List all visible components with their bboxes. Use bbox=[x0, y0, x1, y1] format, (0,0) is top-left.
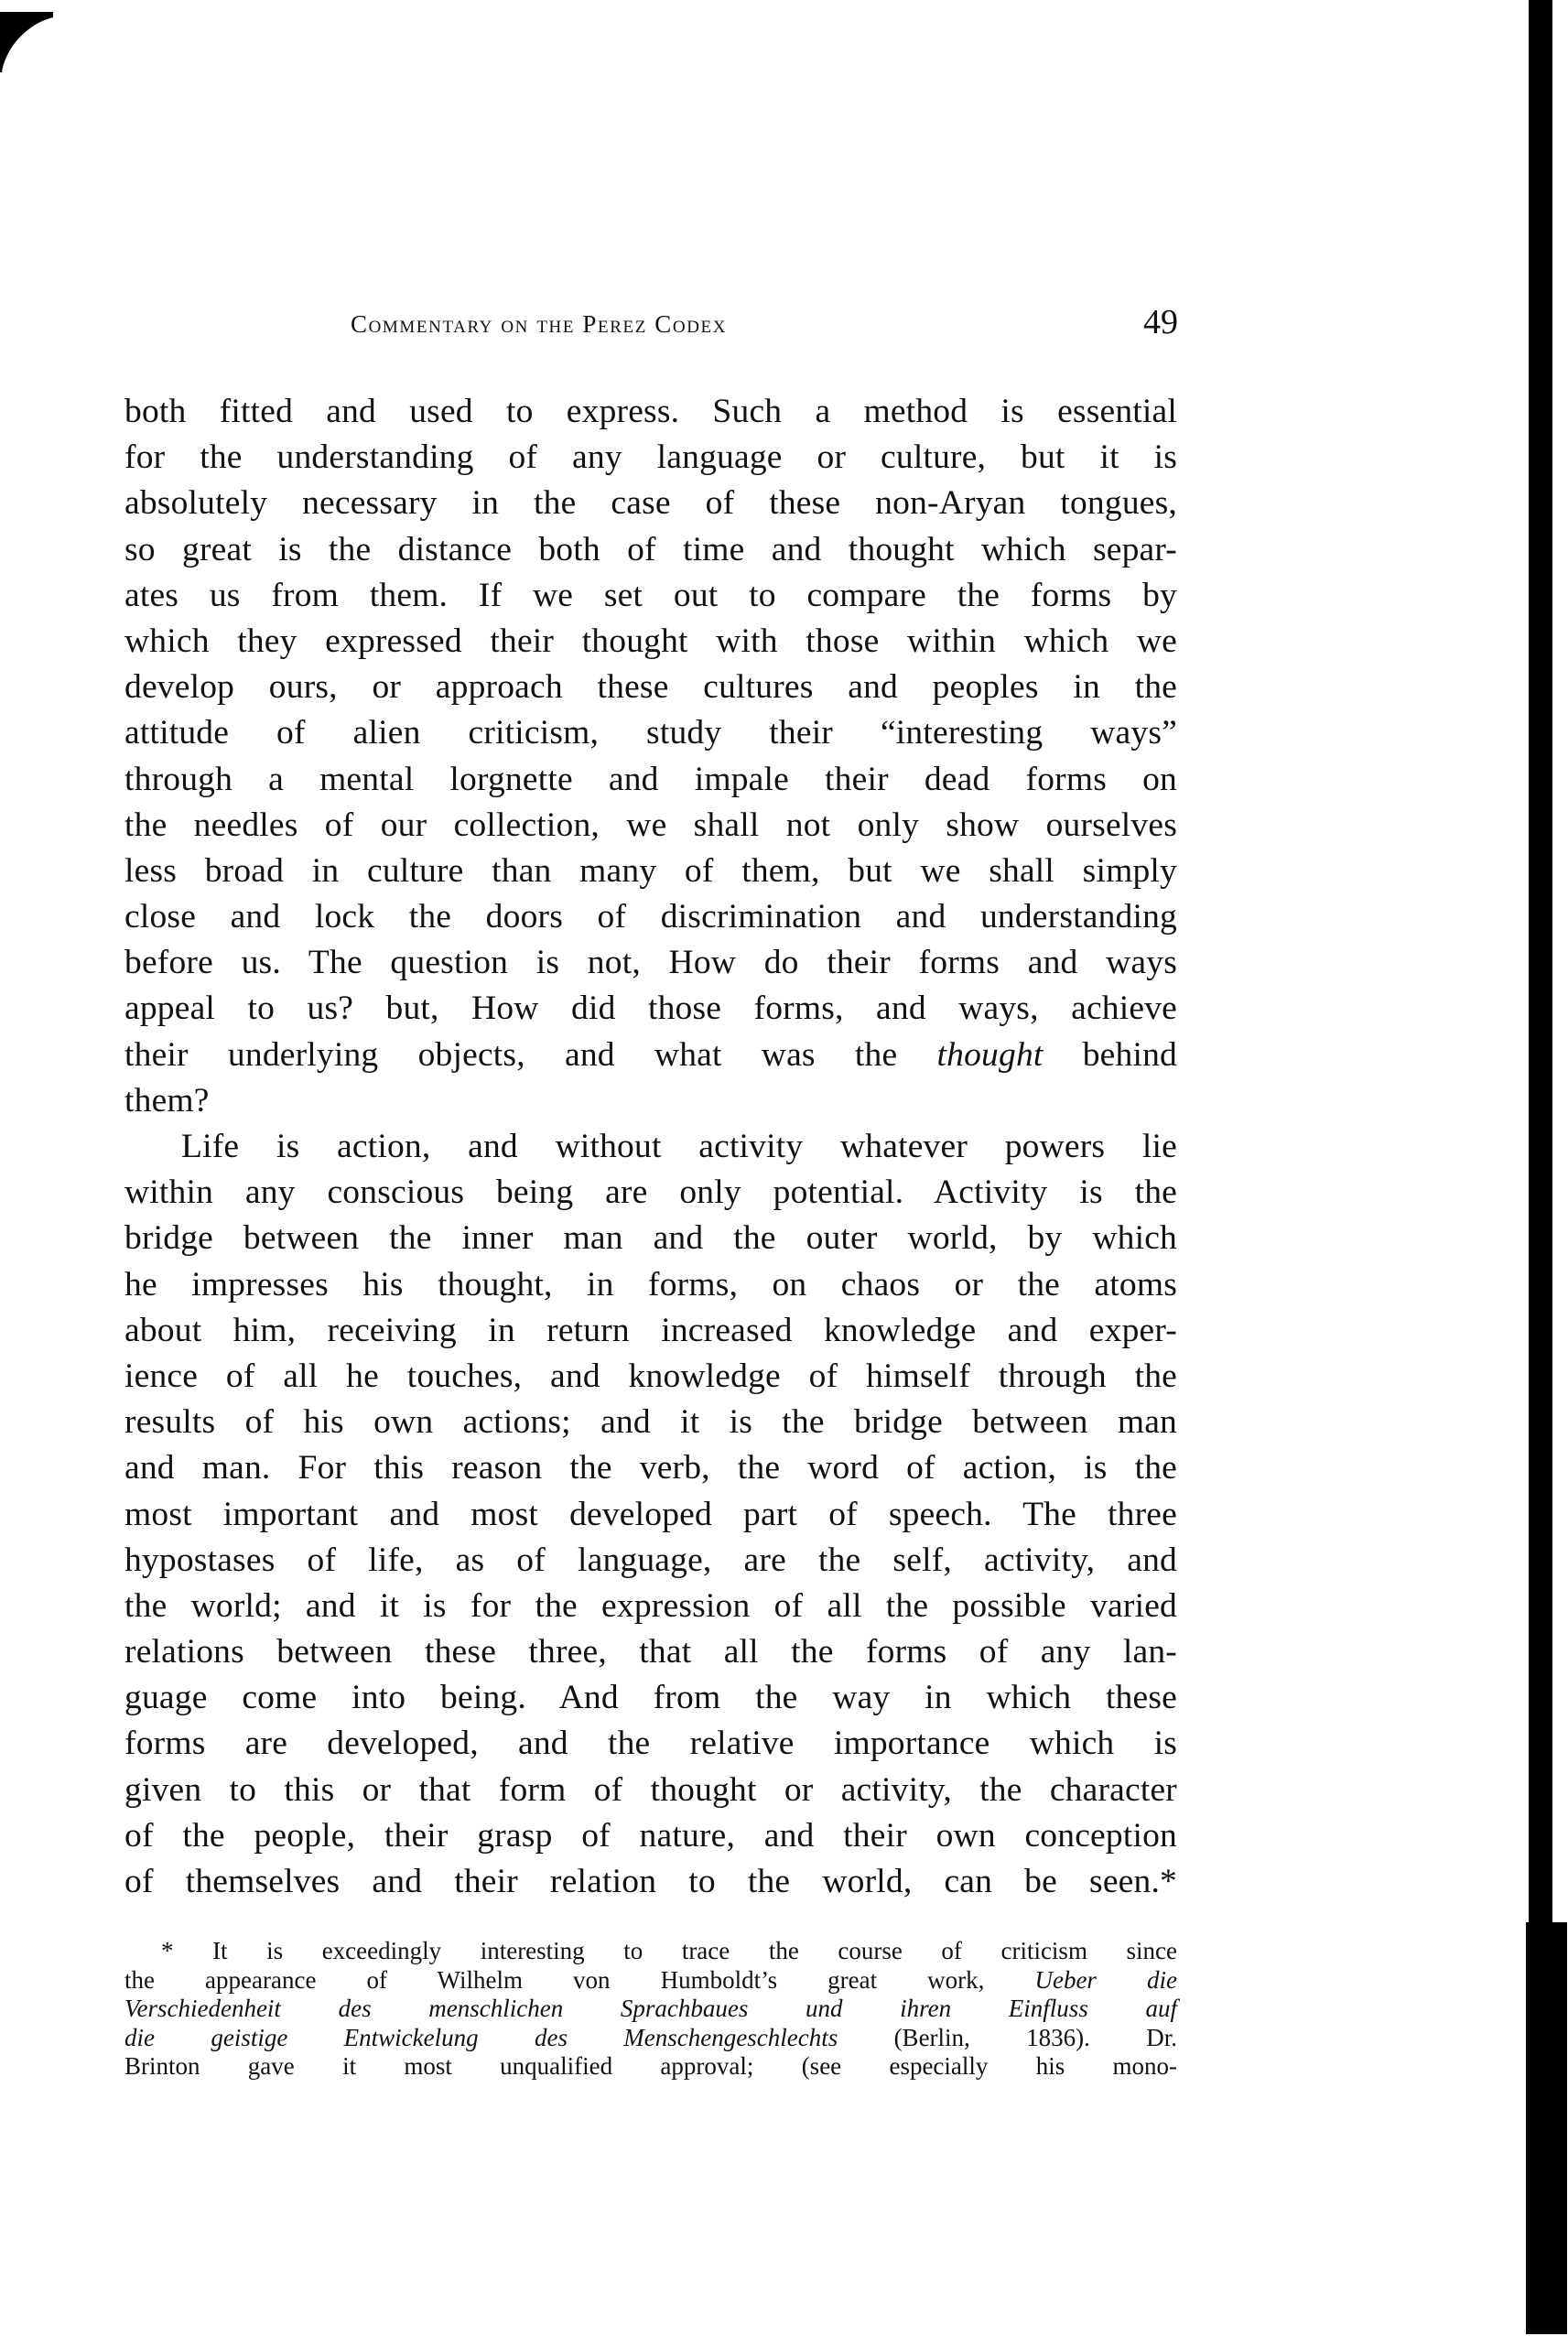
text-line: develop ours, or approach these cultures and peoples in the bbox=[124, 668, 1177, 707]
text-run: (Berlin, 1836). Dr. bbox=[838, 2023, 1177, 2051]
text-line: before us. The question is not, How do their forms and ways bbox=[124, 944, 1177, 982]
text-line: Life is action, and without activity whatever powers lie bbox=[181, 1128, 1177, 1165]
text-line: absolutely necessary in the case of these non-Aryan tongues, bbox=[124, 484, 1177, 523]
text-line: less broad in culture than many of them, but we shall simply bbox=[124, 851, 1177, 890]
text-line: within any conscious being are only potential. Activity is the bbox=[124, 1174, 1177, 1212]
text-run: the appearance of Wilhelm von Humboldt’s great work, bbox=[124, 1965, 1035, 1994]
text-line: them? bbox=[124, 1081, 210, 1119]
footnote bbox=[124, 1937, 1177, 2082]
text-line: about him, receiving in return increased knowledge and exper- bbox=[124, 1311, 1177, 1349]
running-head bbox=[124, 303, 1178, 342]
running-title: Commentary on the Perez Codex bbox=[351, 310, 728, 338]
emphasized-word: thought bbox=[936, 1035, 1044, 1074]
text-line: appeal to us? but, How did those forms, and ways, achieve bbox=[124, 990, 1177, 1028]
text-line: relations between these three, that all the forms of any lan- bbox=[124, 1633, 1177, 1671]
text-line: attitude of alien criticism, study their “interesting ways” bbox=[124, 714, 1177, 752]
text-line: close and lock the doors of discrimination and understanding bbox=[124, 898, 1177, 936]
text-line: through a mental lorgnette and impale their dead forms on bbox=[124, 760, 1177, 798]
body-text bbox=[124, 389, 1177, 1905]
footnote-line bbox=[124, 2024, 1177, 2053]
text-line: bridge between the inner man and the outer world, by which bbox=[124, 1219, 1177, 1258]
footnote-line bbox=[124, 1995, 1177, 2024]
text-line: results of his own actions; and it is the bridge between man bbox=[124, 1403, 1177, 1442]
text-line: the needles of our collection, we shall not only show ourselves bbox=[124, 806, 1177, 844]
text-line: so great is the distance both of time and thought which separ- bbox=[124, 530, 1177, 568]
book-title-italic: Verschiedenheit des menschlichen Sprachbaues und ihren Einfluss auf bbox=[124, 1995, 1177, 2022]
text-line: the world; and it is for the expression of all the possible varied bbox=[124, 1586, 1177, 1625]
scan-edge-bar-lower bbox=[1526, 1922, 1567, 2334]
text-line: guage come into being. And from the way in which these bbox=[124, 1679, 1177, 1717]
footnote-line: * It is exceedingly interesting to trace the course of criticism since bbox=[161, 1937, 1177, 1964]
footnote-line: Brinton gave it most unqualified approval; (see especially his mono- bbox=[124, 2052, 1177, 2080]
text-line: which they expressed their thought with those within which we bbox=[124, 622, 1177, 660]
text-line: both fitted and used to express. Such a method is essential bbox=[124, 393, 1177, 430]
text-line: of themselves and their relation to the world, can be seen.* bbox=[124, 1863, 1177, 1900]
paragraph-1 bbox=[124, 389, 1177, 1124]
text-line: hypostases of life, as of language, are the self, activity, and bbox=[124, 1541, 1177, 1579]
page-number: 49 bbox=[1143, 303, 1178, 341]
text-line: ates us from them. If we set out to compare the forms by bbox=[124, 576, 1177, 614]
text-line: most important and most developed part of speech. The three bbox=[124, 1495, 1177, 1533]
book-title-italic: die geistige Entwickelung des Menschengeschlechts bbox=[124, 2023, 838, 2051]
book-title-italic: Ueber die bbox=[1034, 1965, 1177, 1994]
scan-corner-mark bbox=[0, 12, 53, 72]
paragraph-2 bbox=[124, 1124, 1177, 1905]
text-line: of the people, their grasp of nature, and their own conception bbox=[124, 1816, 1177, 1855]
text-line: given to this or that form of thought or activity, the character bbox=[124, 1770, 1177, 1809]
footnote-line bbox=[124, 1966, 1177, 1995]
text-line-with-emphasis bbox=[124, 1033, 1177, 1078]
text-line: for the understanding of any language or culture, but it is bbox=[124, 438, 1177, 477]
text-line: he impresses his thought, in forms, on chaos or the atoms bbox=[124, 1265, 1177, 1303]
text-line: and man. For this reason the verb, the word of action, is the bbox=[124, 1449, 1177, 1487]
text-line: ience of all he touches, and knowledge of himself through the bbox=[124, 1357, 1177, 1395]
text-run: behind bbox=[1043, 1035, 1177, 1074]
text-line: forms are developed, and the relative importance which is bbox=[124, 1725, 1177, 1763]
text-run: their underlying objects, and what was the bbox=[124, 1035, 937, 1074]
